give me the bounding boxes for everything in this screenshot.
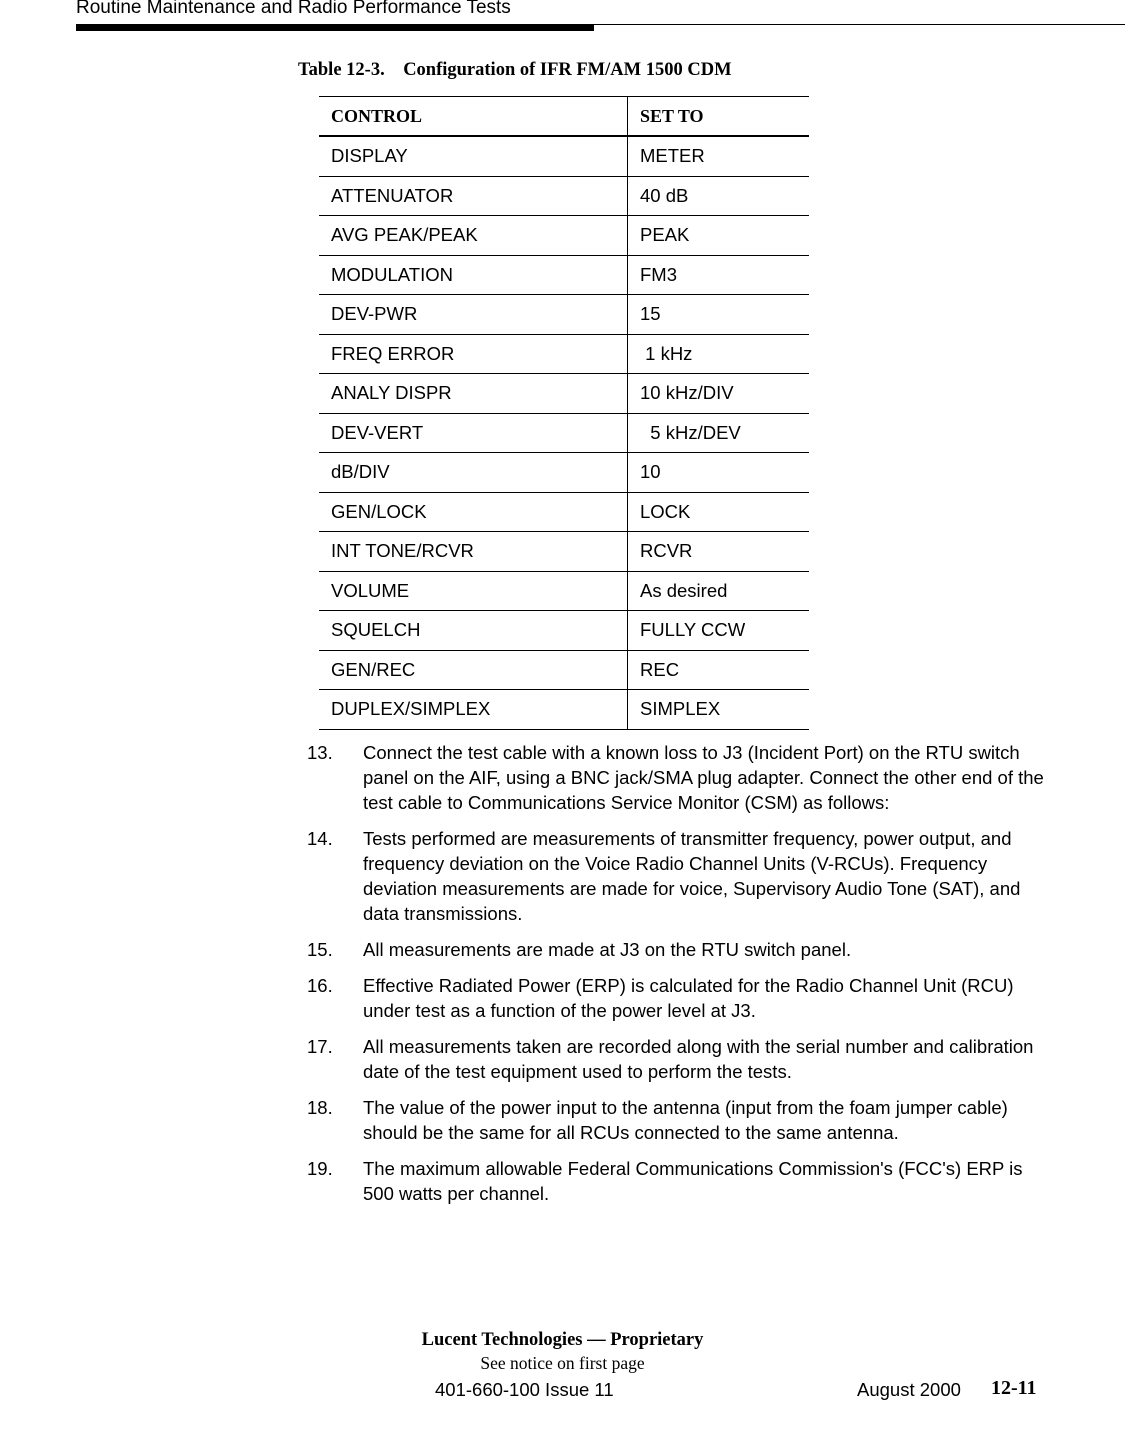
step-number: 18. (307, 1097, 333, 1118)
control-cell: INT TONE/RCVR (319, 532, 628, 572)
footer-date: August 2000 (857, 1379, 961, 1400)
setting-cell: FULLY CCW (628, 611, 810, 651)
table-row (319, 374, 809, 414)
control-cell: GEN/REC (319, 650, 628, 690)
table-header-row (319, 97, 809, 137)
control-cell: AVG PEAK/PEAK (319, 216, 628, 256)
control-cell: FREQ ERROR (319, 334, 628, 374)
list-item (307, 826, 1052, 926)
table-row (319, 611, 809, 651)
step-number: 15. (307, 939, 333, 960)
step-number: 17. (307, 1036, 333, 1057)
step-text: Tests performed are measurements of transmitter frequency, power output, and frequency deviation on the Voice Radio Channel Units (V-RCUs). Frequency deviation measurements are made for voice, Supervisory Audio Tone (SAT), and data transmissions. (363, 828, 1021, 924)
procedure-steps (307, 740, 1052, 1217)
table-row (319, 650, 809, 690)
footer-notice: See notice on first page (480, 1353, 645, 1373)
setting-cell: RCVR (628, 532, 810, 572)
setting-cell: 1 kHz (628, 334, 810, 374)
setting-cell: FM3 (628, 255, 810, 295)
table-row (319, 532, 809, 572)
step-number: 19. (307, 1158, 333, 1179)
table-row (319, 295, 809, 335)
footer-page-number: 12-11 (991, 1377, 1037, 1399)
setting-cell: 15 (628, 295, 810, 335)
setting-cell: PEAK (628, 216, 810, 256)
setting-cell: 10 (628, 453, 810, 493)
configuration-table (319, 96, 809, 730)
table-row (319, 690, 809, 730)
step-number: 16. (307, 975, 333, 996)
step-text: Effective Radiated Power (ERP) is calculated for the Radio Channel Unit (RCU) under test as a function of the power level at J3. (363, 975, 1014, 1021)
step-text: The maximum allowable Federal Communications Commission's (FCC's) ERP is 500 watts per channel. (363, 1158, 1023, 1204)
setting-cell: REC (628, 650, 810, 690)
list-item (307, 973, 1052, 1023)
control-cell: VOLUME (319, 571, 628, 611)
header-rule-bar (76, 24, 594, 31)
table-caption: Table 12-3. Configuration of IFR FM/AM 1500 CDM (298, 60, 732, 80)
control-cell: DEV-VERT (319, 413, 628, 453)
control-cell: SQUELCH (319, 611, 628, 651)
control-cell: DUPLEX/SIMPLEX (319, 690, 628, 730)
setting-cell: METER (628, 136, 810, 176)
control-cell: GEN/LOCK (319, 492, 628, 532)
control-cell: ANALY DISPR (319, 374, 628, 414)
control-cell: DEV-PWR (319, 295, 628, 335)
table-row (319, 413, 809, 453)
list-item (307, 1034, 1052, 1084)
table-row (319, 176, 809, 216)
table-row (319, 136, 809, 176)
control-cell: dB/DIV (319, 453, 628, 493)
column-header-set-to: SET TO (628, 97, 810, 137)
step-text: All measurements are made at J3 on the RTU switch panel. (363, 939, 852, 960)
setting-cell: 10 kHz/DIV (628, 374, 810, 414)
control-cell: ATTENUATOR (319, 176, 628, 216)
table-row (319, 492, 809, 532)
step-number: 14. (307, 828, 333, 849)
step-text: Connect the test cable with a known loss to J3 (Incident Port) on the RTU switch panel on the AIF, using a BNC jack/SMA plug adapter. Connect the other end of the test cable to Communications Service Monitor (CSM) as follows: (363, 742, 1044, 813)
setting-cell: 5 kHz/DEV (628, 413, 810, 453)
setting-cell: SIMPLEX (628, 690, 810, 730)
list-item (307, 1095, 1052, 1145)
table-body (319, 136, 809, 729)
list-item (307, 1156, 1052, 1206)
footer-company: Lucent Technologies — Proprietary (421, 1330, 704, 1350)
setting-cell: 40 dB (628, 176, 810, 216)
list-item (307, 740, 1052, 815)
column-header-control: CONTROL (319, 97, 628, 137)
table-row (319, 571, 809, 611)
table-row (319, 334, 809, 374)
control-cell: MODULATION (319, 255, 628, 295)
list-item (307, 937, 1052, 962)
table-row (319, 453, 809, 493)
table-row (319, 255, 809, 295)
step-text: The value of the power input to the antenna (input from the foam jumper cable) should be the same for all RCUs connected to the same antenna. (363, 1097, 1008, 1143)
step-number: 13. (307, 742, 333, 763)
footer-document-id: 401-660-100 Issue 11 (435, 1379, 614, 1400)
running-header-title: Routine Maintenance and Radio Performance Tests (76, 0, 511, 18)
setting-cell: As desired (628, 571, 810, 611)
step-text: All measurements taken are recorded along with the serial number and calibration date of the test equipment used to perform the tests. (363, 1036, 1034, 1082)
control-cell: DISPLAY (319, 136, 628, 176)
table-row (319, 216, 809, 256)
setting-cell: LOCK (628, 492, 810, 532)
